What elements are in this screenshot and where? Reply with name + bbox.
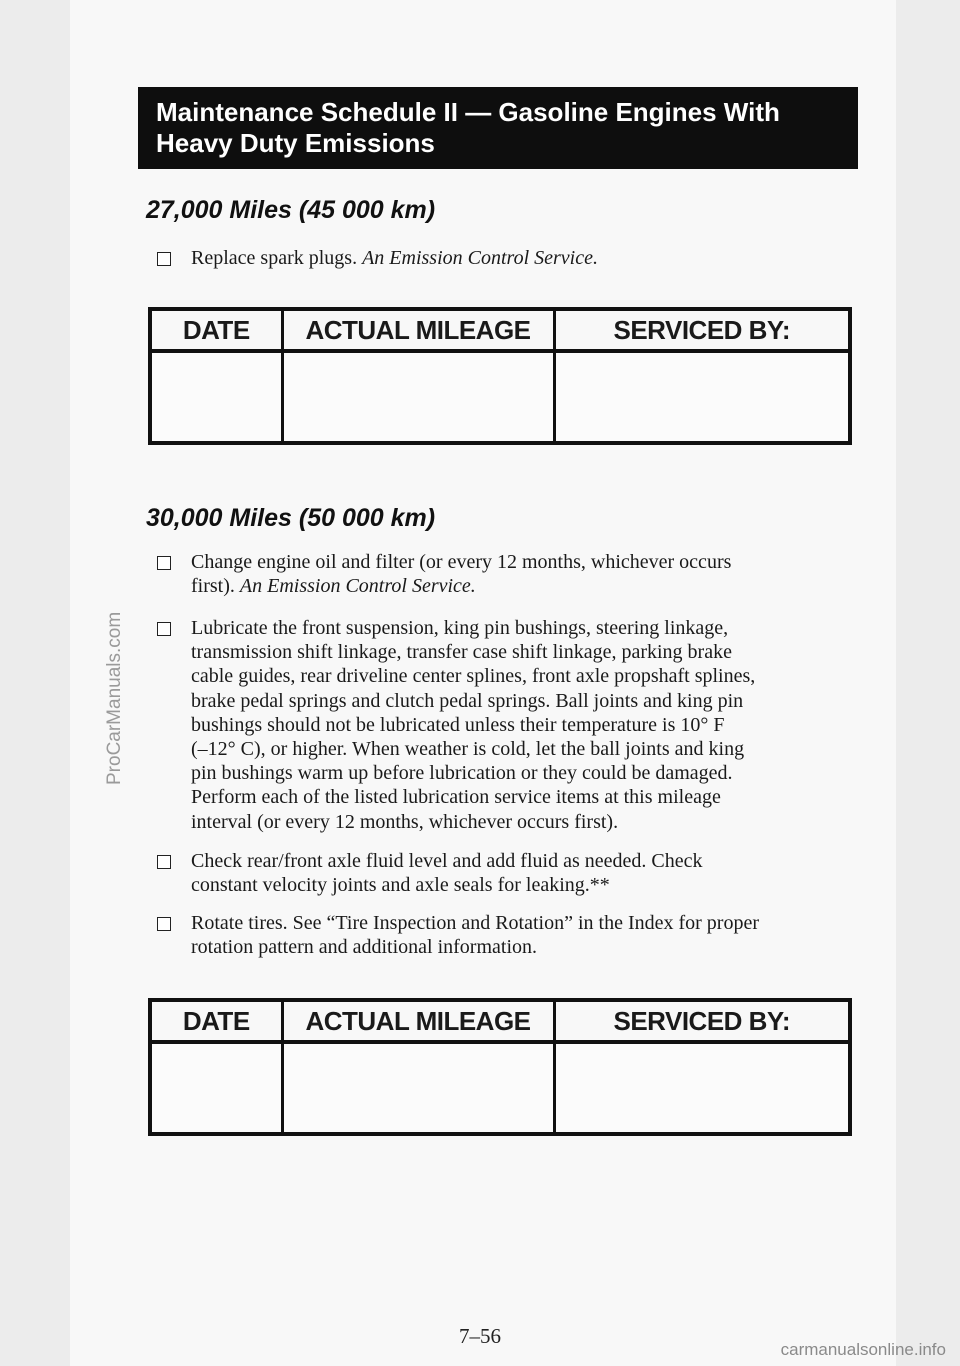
table-header-row xyxy=(150,309,850,351)
watermark-bottom: carmanualsonline.info xyxy=(780,1340,946,1359)
page-number: 7–56 xyxy=(459,1324,501,1348)
service-log-table xyxy=(148,307,852,445)
task-item xyxy=(157,246,857,270)
task-text: Change engine oil and filter (or every 12 months, whichever occurs first). An Emission Control Service. xyxy=(191,551,732,598)
section-title-30000: 30,000 Miles (50 000 km) xyxy=(146,504,436,532)
task-item xyxy=(157,849,857,897)
col-header-serviced-by: SERVICED BY: xyxy=(554,309,850,351)
col-header-actual-mileage: ACTUAL MILEAGE xyxy=(282,309,554,351)
task-text: Lubricate the front suspension, king pin bushings, steering linkage, transmission shift linkage, transfer case shift linkage, parking brake cable guides, rear driveline center splines, front axle propshaft splines, brake pedal springs and clutch pedal springs. Ball joints and king pin bushings should not be lubricated unless their temperature is 10° F (–12° C), or higher. When weather is cold, let the ball joints and king pin bushings warm up before lubrication or they could be damaged. Perform each of the listed lubrication service items at this mileage interval (or every 12 months, whichever occurs first). xyxy=(191,617,756,833)
checkbox-icon[interactable] xyxy=(157,252,171,266)
task-item xyxy=(157,616,857,834)
date-entry-cell[interactable] xyxy=(150,351,282,443)
task-item xyxy=(157,911,857,959)
col-header-serviced-by: SERVICED BY: xyxy=(554,1000,850,1042)
col-header-actual-mileage: ACTUAL MILEAGE xyxy=(282,1000,554,1042)
task-text: Replace spark plugs. An Emission Control Service. xyxy=(191,247,598,269)
serviced-by-entry-cell[interactable] xyxy=(554,1042,850,1134)
header-title-line-2: Heavy Duty Emissions xyxy=(156,128,435,158)
checkbox-icon[interactable] xyxy=(157,917,171,931)
col-header-date: DATE xyxy=(150,309,282,351)
task-text: Check rear/front axle fluid level and add fluid as needed. Check constant velocity joints and axle seals for leaking.** xyxy=(191,850,703,897)
checkbox-icon[interactable] xyxy=(157,855,171,869)
serviced-by-entry-cell[interactable] xyxy=(554,351,850,443)
task-item xyxy=(157,550,857,598)
col-header-date: DATE xyxy=(150,1000,282,1042)
section-title-27000: 27,000 Miles (45 000 km) xyxy=(146,196,436,224)
table-row xyxy=(150,1042,850,1134)
table-row xyxy=(150,351,850,443)
task-text: Rotate tires. See “Tire Inspection and Rotation” in the Index for proper rotation pattern and additional information. xyxy=(191,912,759,959)
header-title-line-1: Maintenance Schedule II — Gasoline Engines With xyxy=(156,97,780,127)
checkbox-icon[interactable] xyxy=(157,556,171,570)
service-log-table xyxy=(148,998,852,1136)
date-entry-cell[interactable] xyxy=(150,1042,282,1134)
page-header-banner xyxy=(138,87,858,169)
mileage-entry-cell[interactable] xyxy=(282,1042,554,1134)
watermark-left: ProCarManuals.com xyxy=(104,611,125,785)
checkbox-icon[interactable] xyxy=(157,622,171,636)
table-header-row xyxy=(150,1000,850,1042)
mileage-entry-cell[interactable] xyxy=(282,351,554,443)
